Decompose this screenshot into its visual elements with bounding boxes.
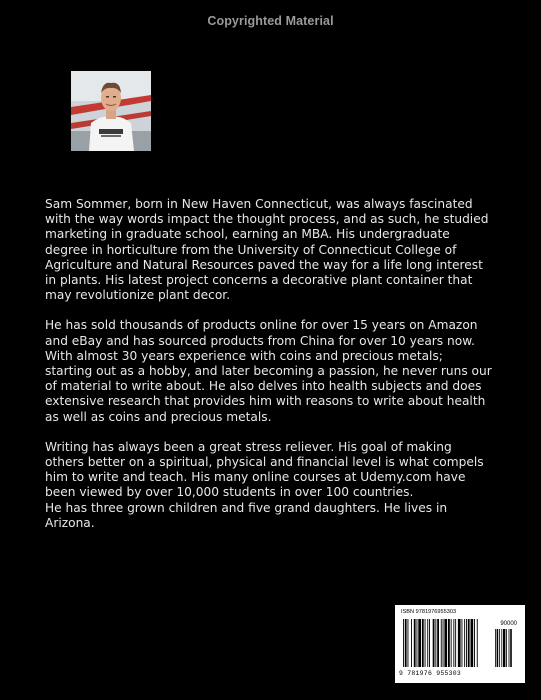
barcode-bar	[453, 619, 454, 667]
copyright-watermark: Copyrighted Material	[207, 14, 334, 28]
barcode-bar	[411, 619, 412, 667]
barcode-bar	[464, 619, 465, 667]
barcode-bar	[403, 619, 404, 667]
isbn-label: ISBN 9781976955303	[401, 609, 457, 615]
barcode-bar	[466, 619, 467, 667]
author-photo-image	[71, 71, 151, 151]
barcode-bar	[448, 619, 450, 667]
barcode-bar	[418, 619, 421, 667]
barcode-bar	[444, 619, 447, 667]
barcode-bar	[443, 619, 444, 667]
barcode-bar	[437, 619, 439, 667]
barcode-addon-bar	[509, 629, 510, 667]
barcode-addon-bar	[497, 629, 499, 667]
isbn-barcode-box	[395, 605, 525, 683]
barcode-addon-bar	[503, 629, 505, 667]
isbn-digits: 9 781976 955303	[399, 670, 462, 677]
barcode-addon-bar	[501, 629, 502, 667]
barcode-bar	[429, 619, 430, 667]
barcode-bar	[435, 619, 436, 667]
barcode-addon-bar	[506, 629, 507, 667]
barcode-bar	[458, 619, 461, 667]
barcode-bar	[462, 619, 463, 667]
author-photo	[71, 71, 151, 151]
bio-paragraph-3: Writing has always been a great stress reliever. His goal of making others better on a spiritual, physical and financial level is what compels him to write and teach. His many online courses at Udemy.com have been viewed by over 10,000 students in over 100 countries. He has three grown children and five grand daughters. He lives in Arizona.	[45, 439, 484, 530]
barcode-bars	[401, 619, 519, 669]
barcode-bar	[477, 619, 478, 667]
barcode-bar	[451, 619, 452, 667]
barcode-bar	[427, 619, 428, 667]
barcode-bar	[417, 619, 418, 667]
barcode-bar	[474, 619, 475, 667]
price-code: 90000	[500, 621, 517, 627]
barcode-bar	[414, 619, 416, 667]
barcode-bar	[441, 619, 442, 667]
barcode-bar	[468, 619, 470, 667]
author-bio	[45, 197, 515, 546]
bio-paragraph-1: Sam Sommer, born in New Haven Connecticut, was always fascinated with the way words impact the thought process, and as such, he studied marketing in graduate school, earning an MBA. His undergraduate degree in horticulture from the University of Connecticut College of Agriculture and Natural Resources paved the way for a life long interest in plants. His latest project concerns a decorative plant container that may revolutionize plant decor.	[45, 197, 489, 303]
barcode-bar	[405, 619, 407, 667]
barcode-bar	[455, 619, 456, 667]
barcode-bar	[408, 619, 409, 667]
barcode-addon-bar	[499, 629, 500, 667]
bio-paragraph-2: He has sold thousands of products online for over 15 years on Amazon and eBay and has sourced products from China for over 10 years now. With almost 30 years experience with coins and precious metals; starting out as a hobby, and later becoming a passion, he never runs our of material to write about. He also delves into health subjects and does extensive research that provides him with reasons to write about health as well as coins and precious metals.	[45, 318, 492, 424]
barcode-bar	[422, 619, 424, 667]
barcode-bar	[433, 619, 435, 667]
barcode-bar	[471, 619, 474, 667]
barcode-addon-bar	[510, 629, 512, 667]
barcode-bar	[425, 619, 426, 667]
barcode-addon-bar	[495, 629, 496, 667]
